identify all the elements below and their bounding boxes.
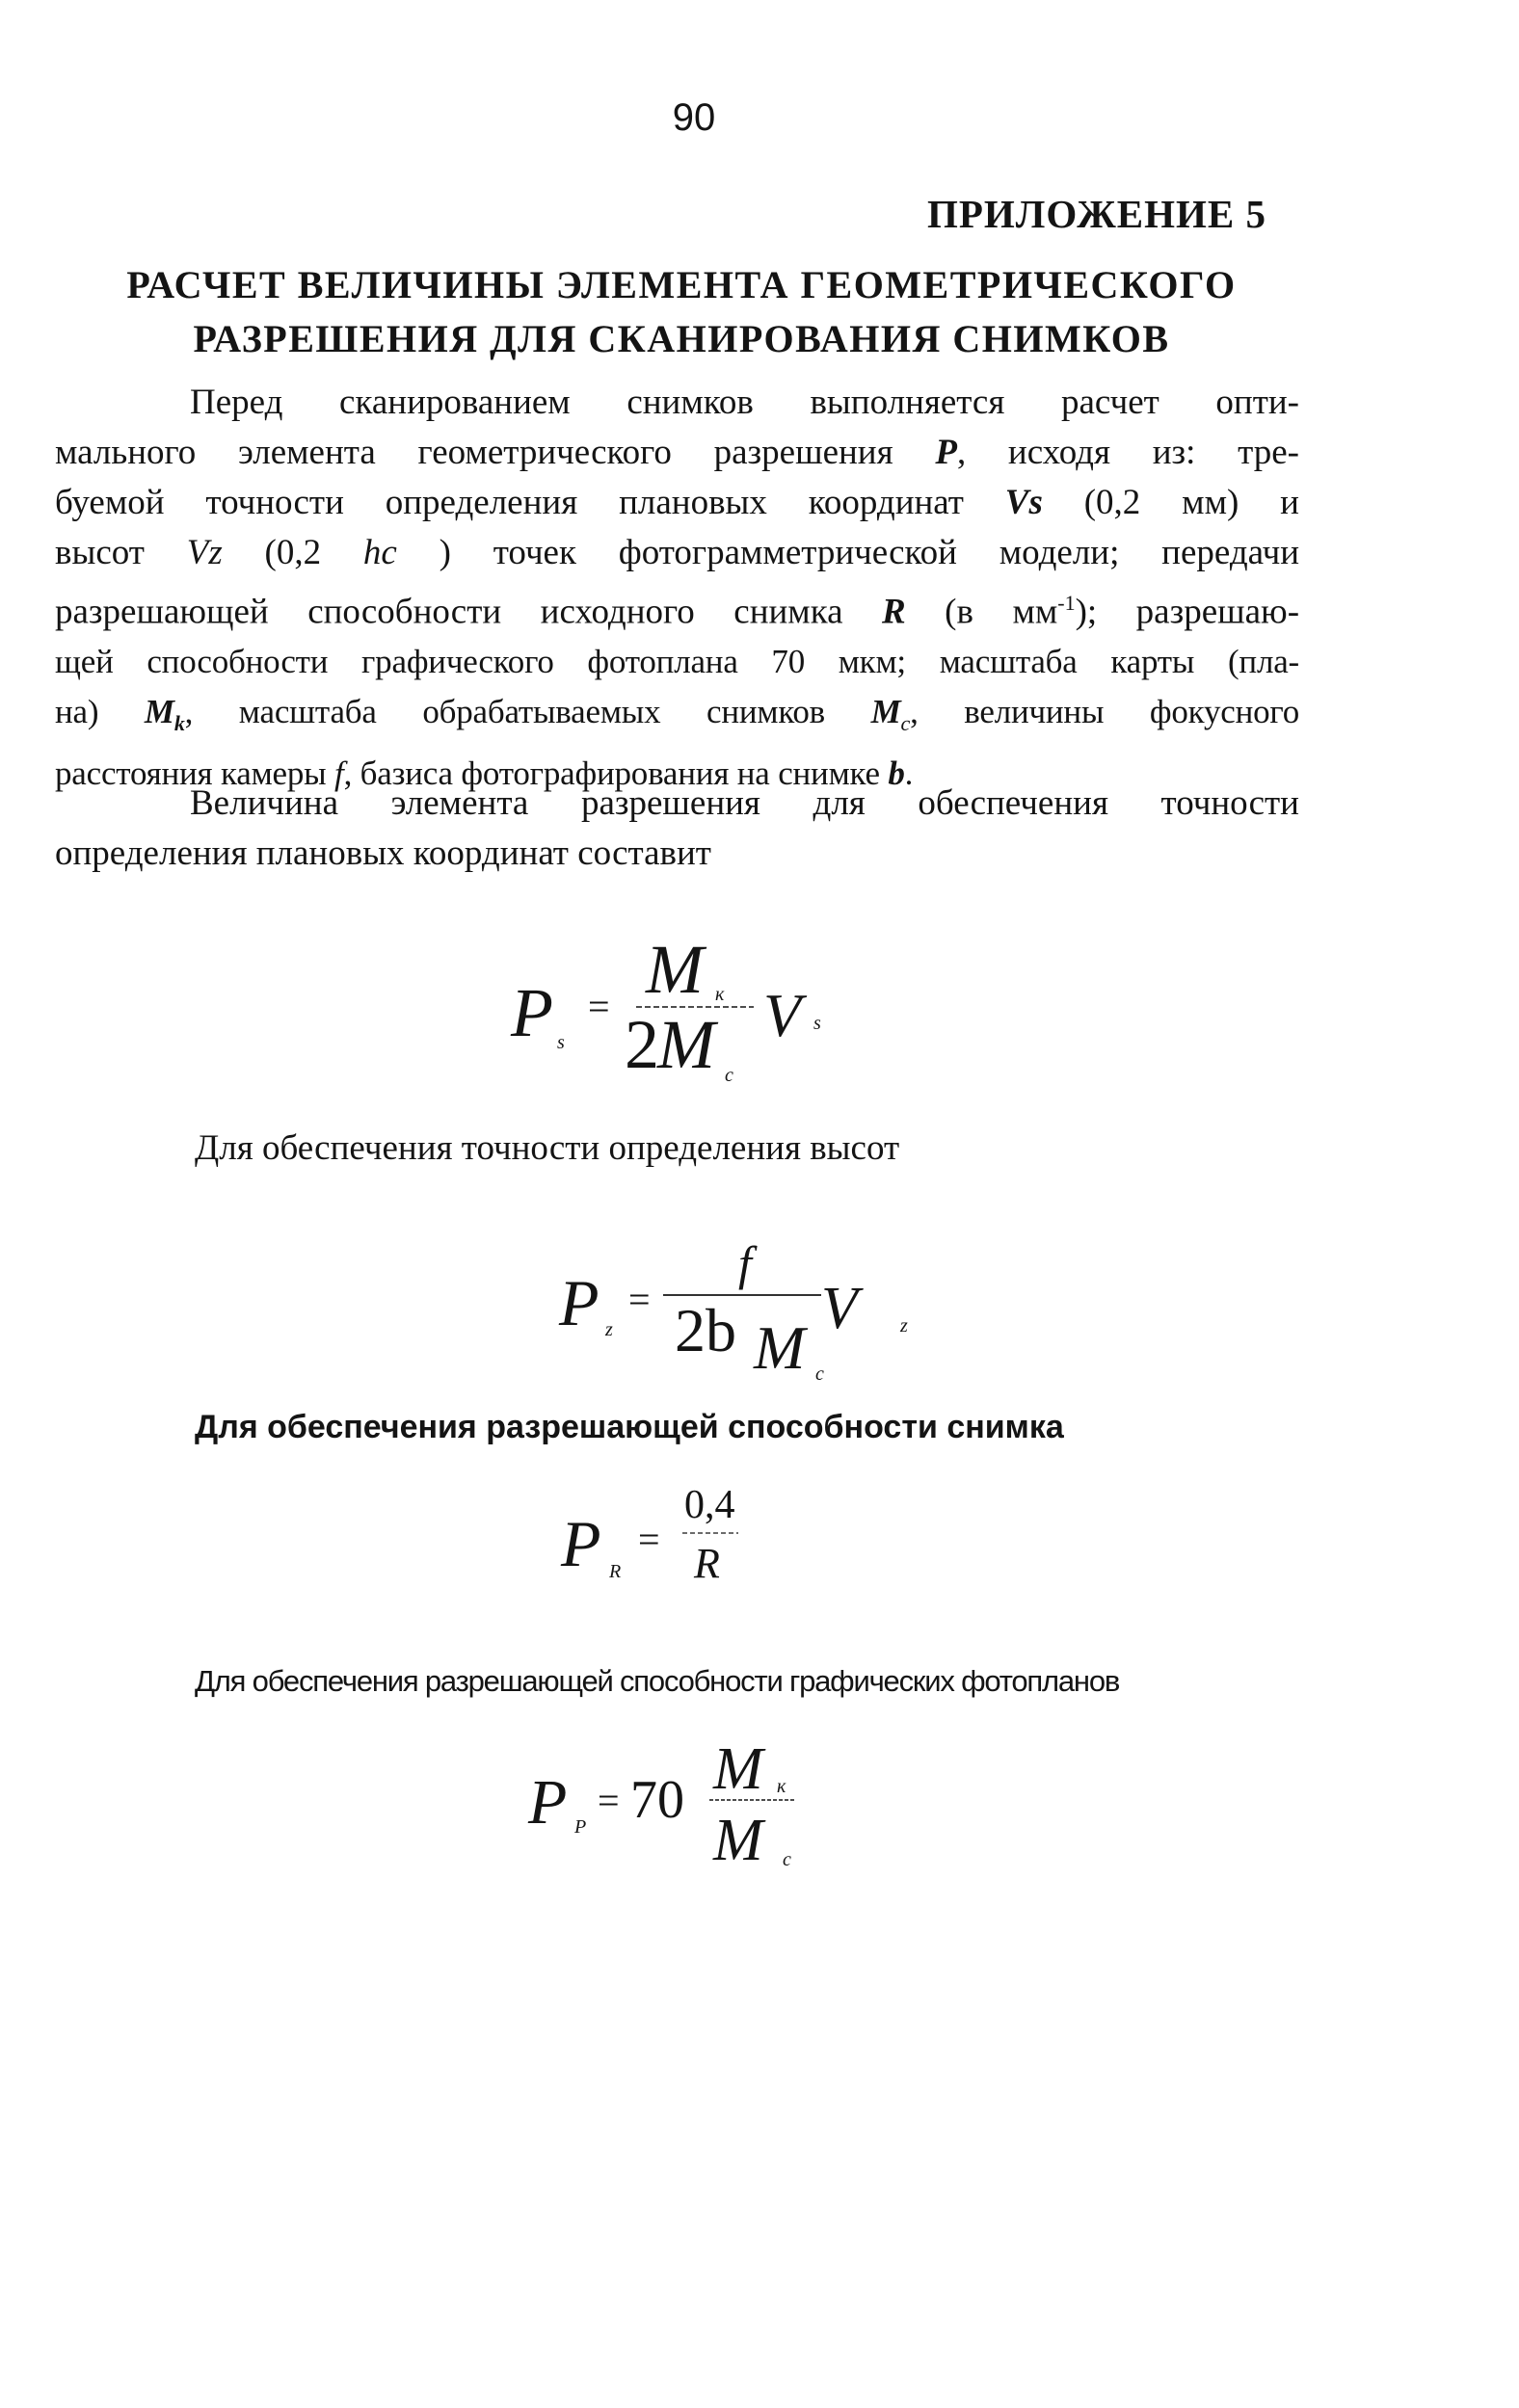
para1-line-4: высот Vz (0,2 hc ) точек фотограмметрической модели; передачи xyxy=(55,533,1299,572)
formula-ps-num: M xyxy=(646,931,704,1008)
formula-pp-lhs-sub: P xyxy=(574,1816,587,1838)
para1-line-7: на) $M_k$, масштаба обрабатываемых снимков $M_c$, величины фокусного xyxy=(55,693,1299,736)
formula-pp-den: M xyxy=(713,1808,763,1873)
formula-pr-lhs: P xyxy=(561,1507,601,1580)
formula-ps-eq: = xyxy=(588,985,610,1028)
para1-line-6: щей способности графического фотоплана 70 мкм; масштаба карты (пла- xyxy=(55,643,1299,681)
formula-pz-den-b: M xyxy=(754,1313,806,1382)
formula-pz-lhs: P xyxy=(559,1266,600,1339)
formula-pz xyxy=(549,1224,954,1397)
formula-ps-lhs-sub: s xyxy=(557,1032,565,1053)
formula-pp-num-sub: к xyxy=(777,1776,786,1797)
formula-pz-den-sub: c xyxy=(815,1363,824,1385)
intro-paragraph xyxy=(55,378,1299,799)
para2-line-2: определения плановых координат составит xyxy=(55,834,711,873)
formula-pp-num: M xyxy=(713,1736,763,1802)
formula-ps-rhs: V xyxy=(763,981,802,1049)
formula-pz-rhs: V xyxy=(821,1276,858,1341)
formula-ps-den: M xyxy=(657,1006,715,1083)
para2-line-1: Величина элемента разрешения для обеспечения точности xyxy=(190,783,1299,823)
label-resolution: Для обеспечения разрешающей способности снимка xyxy=(195,1409,1064,1445)
formula-pp-eq: = xyxy=(598,1779,620,1822)
formula-pr-num: 0,4 xyxy=(684,1483,735,1527)
formula-pz-num: f xyxy=(738,1236,752,1290)
para1-line-3: буемой точности определения плановых координат Vs (0,2 мм) и xyxy=(55,483,1299,522)
title-line-1: РАСЧЕТ ВЕЛИЧИНЫ ЭЛЕМЕНТА ГЕОМЕТРИЧЕСКОГО xyxy=(126,263,1237,306)
formula-pz-lhs-sub: z xyxy=(605,1319,613,1340)
formula-pp-coef: 70 xyxy=(630,1770,684,1830)
formula-pz-den-a: 2b xyxy=(675,1296,736,1364)
formula-pp xyxy=(520,1725,848,1879)
formula-pp-den-sub: c xyxy=(783,1849,791,1870)
formula-pr-lhs-sub: R xyxy=(609,1561,622,1582)
page-number: 90 xyxy=(672,96,716,139)
para1-line-2: мального элемента геометрического разрешения P, исходя из: тре- xyxy=(55,433,1299,472)
formula-pr-den: R xyxy=(694,1540,720,1587)
section-title xyxy=(50,258,1313,366)
title-line-2: РАЗРЕШЕНИЯ ДЛЯ СКАНИРОВАНИЯ СНИМКОВ xyxy=(193,317,1170,360)
label-photoplans: Для обеспечения разрешающей способности графических фотопланов xyxy=(195,1664,1120,1698)
label-heights: Для обеспечения точности определения высот xyxy=(195,1128,900,1168)
formula-ps-lhs: P xyxy=(511,974,553,1051)
formula-pr-eq: = xyxy=(638,1518,660,1561)
para1-line-5: разрешающей способности исходного снимка R (в $мм^{-1}$); разрешаю- xyxy=(55,591,1300,632)
formula-pp-lhs: P xyxy=(528,1767,568,1838)
para1-line-1: Перед сканированием снимков выполняется расчет опти- xyxy=(190,383,1299,422)
formula-ps-rhs-sub: s xyxy=(813,1013,821,1034)
para1-line-8: расстояния камеры f, базиса фотографирования на снимке b. xyxy=(55,754,914,793)
formula-ps-den-coef: 2 xyxy=(625,1006,659,1083)
formula-ps xyxy=(501,915,887,1089)
para2 xyxy=(55,779,1299,879)
formula-pz-eq: = xyxy=(628,1278,651,1321)
formula-ps-num-sub: к xyxy=(715,984,725,1005)
formula-ps-den-sub: c xyxy=(725,1065,733,1086)
formula-pz-rhs-sub: z xyxy=(900,1315,908,1336)
formula-pr xyxy=(549,1469,800,1604)
appendix-heading: ПРИЛОЖЕНИЕ 5 xyxy=(926,192,1266,236)
